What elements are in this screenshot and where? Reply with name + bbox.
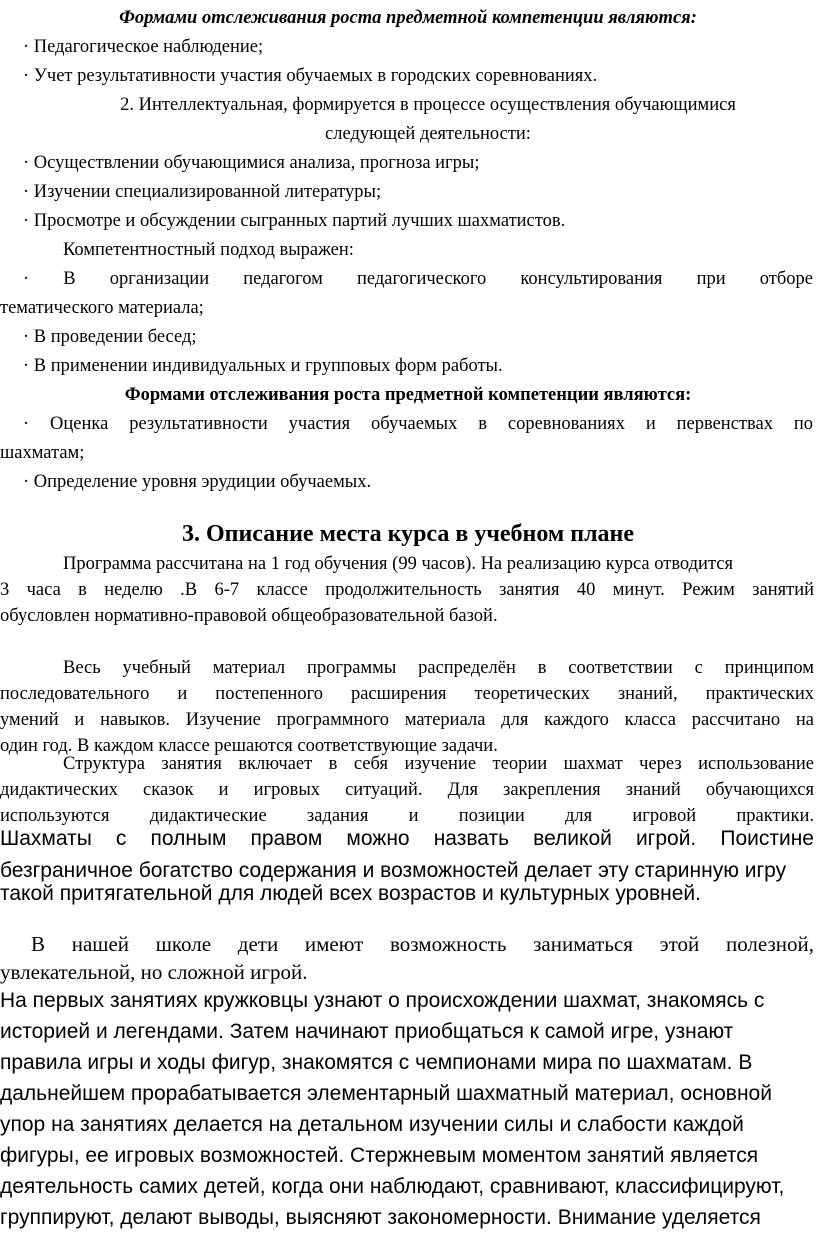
track-item-1-line-1: · Оценка результативности участия обучаемых в соревнованиях и первенствах по	[23, 414, 813, 434]
list-item-literature: · Изучении специализированной литературы;	[23, 182, 382, 202]
point-2-line-1: 2. Интеллектуальная, формируется в процессе осуществления обучающимися	[120, 95, 736, 115]
p1-line-2: 3 часа в неделю .В 6-7 классе продолжительность занятия 40 минут. Режим занятий	[0, 580, 814, 600]
p3-line-1: Структура занятия включает в себя изучение теории шахмат через использование	[63, 754, 814, 774]
p2-line-1: Весь учебный материал программы распределён в соответствии с принципом	[63, 658, 814, 678]
list-item-city-competitions: · Учет результативности участия обучаемых в городских соревнованиях.	[23, 66, 598, 86]
p4-line-1: Шахматы с полным правом можно назвать великой игрой. Поистине	[0, 827, 814, 850]
list-item-observation: · Педагогическое наблюдение;	[23, 37, 264, 57]
p6-line-2: историей и легендами. Затем начинают приобщаться к самой игре, узнают	[0, 1020, 734, 1043]
p6-line-3: правила игры и ходы фигур, знакомятся с чемпионами мира по шахматам. В	[0, 1051, 753, 1074]
p1-line-1: Программа рассчитана на 1 год обучения (99 часов). На реализацию курса отводится	[63, 554, 733, 574]
track-item-1-line-2: шахматам;	[0, 443, 85, 463]
section-3-title: 3. Описание места курса в учебном плане	[181, 521, 635, 547]
p6-line-8: группируют, делают выводы, выясняют закономерности. Внимание уделяется	[0, 1206, 761, 1229]
p3-line-2: дидактических сказок и игровых ситуаций. Для закрепления знаний обучающихся	[0, 780, 814, 800]
competence-item-1-line-1: · В организации педагогом педагогического консультирования при отборе	[23, 269, 813, 289]
p3-line-3: используются дидактические задания и позиции для игровой практики.	[0, 806, 814, 826]
p6-line-5: упор на занятиях делается на детальном изучении силы и слабости каждой	[0, 1113, 744, 1136]
p2-line-3: умений и навыков. Изучение программного материала для каждого класса рассчитано на	[0, 710, 814, 730]
p2-line-4: один год. В каждом классе решаются соответствующие задачи.	[0, 736, 498, 756]
point-2-line-2: следующей деятельности:	[325, 124, 531, 144]
track-item-2: · Определение уровня эрудиции обучаемых.	[23, 472, 372, 492]
list-item-analysis: · Осуществлении обучающимися анализа, прогноза игры;	[23, 153, 480, 173]
competence-intro: Компетентностный подход выражен:	[63, 240, 354, 260]
competence-item-1-line-2: тематического материала;	[0, 298, 204, 318]
p2-line-2: последовательного и постепенного расширения теоретических знаний, практических	[0, 684, 814, 704]
p4-line-2: безграничное богатство содержания и возможностей делает эту старинную игру	[0, 859, 787, 882]
list-item-games-review: · Просмотре и обсуждении сыгранных партий лучших шахматистов.	[23, 211, 566, 231]
p6-line-1: На первых занятиях кружковцы узнают о происхождении шахмат, знакомясь с	[0, 989, 765, 1012]
p1-line-3: обусловлен нормативно-правовой общеобразовательной базой.	[0, 606, 498, 626]
p6-line-6: фигуры, ее игровых возможностей. Стержневым моментом занятий является	[0, 1144, 759, 1167]
heading-tracking-forms-bold: Формами отслеживания роста предметной компетенции являются:	[124, 385, 692, 405]
p5-line-1: В нашей школе дети имеют возможность заниматься этой полезной,	[31, 932, 814, 956]
list-item-conversations: · В проведении бесед;	[23, 327, 197, 347]
p5-line-2: увлекательной, но сложной игрой.	[0, 960, 308, 984]
heading-tracking-forms-italic: Формами отслеживания роста предметной компетенции являются:	[119, 8, 697, 28]
p6-line-4: дальнейшем прорабатывается элементарный шахматный материал, основной	[0, 1082, 772, 1105]
p4-line-3: такой притягательной для людей всех возрастов и культурных уровней.	[0, 882, 701, 905]
list-item-work-forms: · В применении индивидуальных и групповых форм работы.	[23, 356, 503, 376]
p6-line-7: деятельность самих детей, когда они наблюдают, сравнивают, классифицируют,	[0, 1175, 785, 1198]
